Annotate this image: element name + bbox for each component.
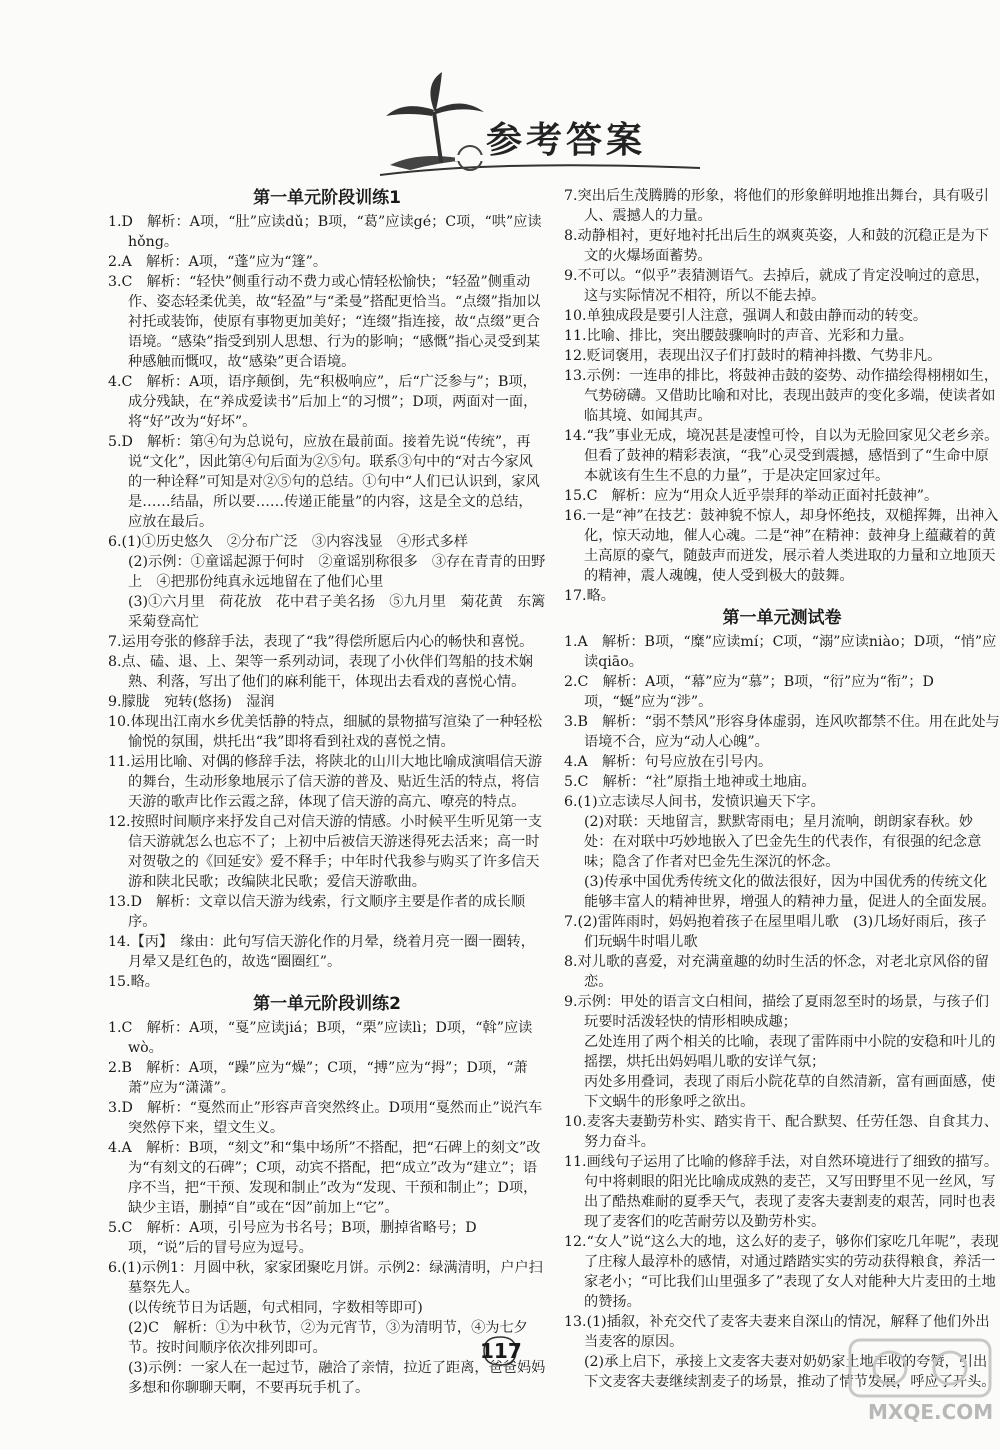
answer-item: 12.“女人”说“这么大的地，这么好的麦子，够你们家吃几年呢”，表现了庄稼人最淳朴的感情，对通过踏踏实实的劳动获得粮食，养活一家老小；“可比我们山里强多了”表现了女人对能种大片麦田的土地的赞扬。: [564, 1234, 999, 1310]
answer-item: 9.示例：甲处的语言文白相间，描绘了夏雨忽至时的场景，与孩子们玩要时活泼轻快的情形相映成趣；: [564, 994, 989, 1030]
answer-item: 4.A 解析：B项，“刻文”和“集中场所”不搭配，把“石碑上的刻文”改为“有刻文的石碑”；C项，动宾不搭配，把“成立”改为“建立”；语序不当，把“干预、发现和制止”改为“发现、干预和制止”；D项，缺少主语，删掉“自”或在“因”前加上“它”。: [108, 1140, 541, 1216]
page-number: [480, 1335, 520, 1367]
answer-subitem: 乙处连用了两个相关的比喻，表现了雷阵雨中小院的安稳和叶儿的摇摆，烘托出妈妈唱儿歌的安详气氛；: [584, 1034, 996, 1070]
answer-item: 14.【丙】 缘由：此句写信天游化作的月晕，绕着月亮一圈一圈转，月晕又是红色的，故选“圈圈红”。: [108, 934, 535, 970]
answer-subitem: (3)①六月里 荷花放 花中君子美名扬 ⑤九月里 菊花黄 东篱采菊登高忙: [128, 594, 546, 630]
answer-subitem: (2)承上启下，承接上文麦客夫妻对奶奶家土地丰收的夸赞，引出下文麦客夫妻继续割麦子的场景，推动了情节发展，呼应了开头。: [584, 1354, 996, 1390]
answer-item: 7.突出后生茂腾腾的形象，将他们的形象鲜明地推出舞台，具有吸引人、震撼人的力量。: [564, 188, 989, 224]
answer-item: 8.点、磕、退、上、架等一系列动词，表现了小伙伴们驾船的技术娴熟、利落，写出了他们的麻利能干，体现出去看戏的喜悦心情。: [108, 654, 533, 690]
answer-item: 3.C 解析：“轻快”侧重行动不费力或心情轻松愉快；“轻盈”侧重动作、姿态轻柔优美，故“轻盈”与“柔曼”搭配更恰当。“点缀”指加以衬托或装饰，使原有事物更加美好；“连缀”指连接，故“点缀”更合语境。“感染”指受到别人思想、行为的影响；“感慨”指心灵受到某种感触而慨叹，故“感染”更合语境。: [108, 274, 541, 370]
answer-item: 5.D 解析：第④句为总说句，应放在最前面。接着先说“传统”，再说“文化”，因此第④句后面为②⑤句。联系③句中的“对古今家风的一种诠释”可知是对②⑤句的总结。①句中“人们已认识到，家风是……结晶，所以要……传递正能量”的内容，这是全文的总结，应放在最后。: [108, 434, 540, 530]
answer-subitem: (2)示例：①童谣起源于何时 ②童谣别称很多 ③存在青青的田野上 ④把那份纯真永远地留在了他们心里: [128, 554, 546, 590]
answer-item: 2.A 解析：A项，“蓬”应为“篷”。: [108, 254, 328, 270]
answer-item: 4.C 解析：A项，语序颠倒，先“积极响应”，后“广泛参与”；B项，成分残缺，在“养成爱读书”后加上“的习惯”；D项，两面对一面，将“好”改为“好坏”。: [108, 374, 538, 430]
answer-subitem: (3)传承中国优秀传统文化的做法很好，因为中国优秀的传统文化能够丰富人的精神世界，增强人的精神力量，促进人的全面发展。: [584, 874, 996, 910]
answer-subitem: (2)对联：天地留言，默默寄雨电；星月流响，朗朗家春秋。妙处：在对联中巧妙地嵌入了巴金先生的代表作，有很强的纪念意味；隐含了作者对巴金先生深沉的怀念。: [584, 814, 982, 870]
answer-item: 1.D 解析：A项，“肚”应读dǔ；B项，“葛”应读gé；C项，“哄”应读hǒng。: [108, 214, 542, 250]
answer-item: 2.C 解析：A项，“幕”应为“慕”；B项，“衍”应为“衔”；D项，“蜒”应为“涉”。: [564, 674, 934, 710]
header-banner: [0, 0, 1000, 185]
answer-item: 9.不可以。“似乎”表猜测语气。去掉后，就成了肯定没响过的意思，这与实际情况不相符，所以不能去掉。: [564, 268, 990, 304]
answer-stamp-icon: [830, 1330, 1000, 1446]
answer-item: 9.朦胧 宛转(悠扬) 湿润: [108, 694, 275, 710]
answer-item: 8.对儿歌的喜爱，对充满童趣的幼时生活的怀念，对老北京风俗的留恋。: [564, 954, 989, 990]
section-title: 第一单元测试卷: [722, 608, 842, 628]
answer-item: 12.贬词褒用，表现出汉子们打鼓时的精神抖擞、气势非凡。: [564, 348, 942, 364]
answer-item: 8.动静相衬，更好地衬托出后生的飒爽英姿，人和鼓的沉稳正是为下文的火爆场面蓄势。: [564, 228, 989, 264]
answer-item: 3.B 解析：“弱不禁风”形容身体虚弱，连风吹都禁不住。用在此处与语境不合，应为“动人心魄”。: [564, 714, 1000, 750]
answer-item: 12.按照时间顺序来抒发自己对信天游的情感。小时候平生听见第一支信天游就怎么也忘不了；上初中后被信天游迷得死去活来；高一时对贺敬之的《回延安》爱不释手；中年时代我参与购买了许多信天游和陕北民歌；改编陕北民歌；爱信天游歌曲。: [108, 814, 543, 890]
answer-item: 10.麦客夫妻勤劳朴实、踏实肯干、配合默契、任劳任怨、自食其力、努力奋斗。: [564, 1114, 999, 1150]
watermark-logo: [830, 1330, 1000, 1446]
section-title: 第一单元阶段训练2: [253, 994, 401, 1014]
answer-item: 5.C 解析：A项，引号应为书名号；B项，删掉省略号；D项，“说”后的冒号应为逗号。: [108, 1220, 477, 1256]
answer-item: 6.(1)立志读尽人间书，发愤识遍天下字。: [564, 794, 825, 810]
section-title: 第一单元阶段训练1: [253, 188, 401, 208]
answer-item: 13.D 解析：文章以信天游为线索，行文顺序主要是作者的成长顺序。: [108, 894, 526, 930]
answer-item: 7.运用夸张的修辞手法，表现了“我”得偿所愿后内心的畅快和喜悦。: [108, 634, 534, 650]
answer-item: 1.C 解析：A项，“戛”应读jiá；B项，“栗”应读lì；D项，“斡”应读wò。: [108, 1020, 533, 1056]
right-column: [564, 186, 1000, 1392]
answer-item: 11.运用比喻、对偶的修辞手法，将陕北的山川大地比喻成演唱信天游的舞台，生动形象地展示了信天游的普及、贴近生活的特点，将信天游的歌声比作云霞之辞，体现了信天游的高亢、嘹亮的特点。: [108, 754, 543, 810]
answer-item: 17.略。: [564, 588, 615, 604]
answer-item: 16.一是“神”在技艺：鼓神貌不惊人，却身怀绝技，双槌挥舞，出神入化，惊天动地，催人心魂。二是“神”在精神：鼓神身上蕴藏着的黄土高原的豪气，随鼓声而迸发，展示着人类进取的力量和立地顶天的精神，震人魂魄，使人受到极大的鼓舞。: [564, 508, 999, 584]
answer-item: 5.C 解析：“社”原指土地神或土地庙。: [564, 774, 816, 790]
answer-item: 6.(1)示例1：月圆中秋，家家团聚吃月饼。示例2：绿满清明，户户扫墓祭先人。: [108, 1260, 543, 1296]
answer-item: 11.比喻、排比，突出腰鼓骤响时的声音、光彩和力量。: [564, 328, 913, 344]
answer-item: 15.C 解析：应为“用众人近乎崇拜的举动正面衬托鼓神”。: [564, 488, 939, 504]
left-column: [108, 186, 546, 1398]
answer-subitem: (以传统节日为话题，句式相同，字数相等即可): [128, 1300, 423, 1316]
answer-item: 2.B 解析：A项，“躁”应为“燥”；C项，“搏”应为“拇”；D项，“萧萧”应为“潇潇”。: [108, 1060, 528, 1096]
answer-item: 11.画线句子运用了比喻的修辞手法，对自然环境进行了细致的描写。句中将刺眼的阳光比喻成成熟的麦芒，又写田野里不见一丝风，写出了酷热难耐的夏季天气，表现了麦客夫妻割麦的艰苦，同时也表现了麦客们的吃苦耐劳以及勤劳朴实。: [564, 1154, 999, 1230]
answer-item: 6.(1)①历史悠久 ②分布广泛 ③内容浅显 ④形式多样: [108, 534, 468, 550]
answer-item: 1.A 解析：B项，“糜”应读mí；C项，“溺”应读niào；D项，“悄”应读qiāo。: [564, 634, 997, 670]
page-title: 参考答案: [486, 120, 647, 161]
answer-item: 10.单独成段是要引人注意，强调人和鼓由静而动的转变。: [564, 308, 928, 324]
answer-item: 10.体现出江南水乡优美恬静的特点，细腻的景物描写渲染了一种轻松愉悦的氛围，烘托出“我”即将看到社戏的喜悦之情。: [108, 714, 543, 750]
answer-item: 15.略。: [108, 974, 159, 990]
answer-item: 14.“我”事业无成，境况甚是凄惶可怜，自以为无脸回家见父老乡亲。但看了鼓神的精彩表演，“我”心灵受到震撼，感悟到了“生命中原本就该有生生不息的力量”，于是决定回家过年。: [564, 428, 999, 484]
answer-subitem: (3)示例：一家人在一起过节，融洽了亲情，拉近了距离，爸爸妈妈多想和你聊聊天啊，不要再玩手机了。: [128, 1360, 546, 1396]
watermark-text: MXQE.COM: [868, 1400, 994, 1424]
answer-item: 13.示例：一连串的排比，将鼓神击鼓的姿势、动作描绘得栩栩如生，气势磅礴。又借助比喻和对比，表现出鼓声的变化多端，使读者如临其境、如闻其声。: [564, 368, 999, 424]
answer-subitem: (2)C 解析：①为中秋节，②为元宵节，③为清明节，④为七夕节。按时间顺序依次排列即可。: [128, 1320, 528, 1356]
answer-subitem: 丙处多用叠词，表现了雨后小院花草的自然清新，富有画面感，使下文蜗牛的形象呼之欲出。: [584, 1074, 996, 1110]
answer-item: 7.(2)雷阵雨时，妈妈抱着孩子在屋里唱儿歌 (3)几场好雨后，孩子们玩蜗牛时唱儿歌: [564, 914, 987, 950]
answer-item: 13.(1)插叙，补充交代了麦客夫妻来自深山的情况，解释了他们外出当麦客的原因。: [564, 1314, 990, 1350]
answer-item: 3.D 解析：“戛然而止”形容声音突然终止。D项用“戛然而止”说汽车突然停下来，望文生义。: [108, 1100, 543, 1136]
page-number-text: 117: [480, 1339, 522, 1363]
answer-item: 4.A 解析：句号应放在引号内。: [564, 754, 773, 770]
